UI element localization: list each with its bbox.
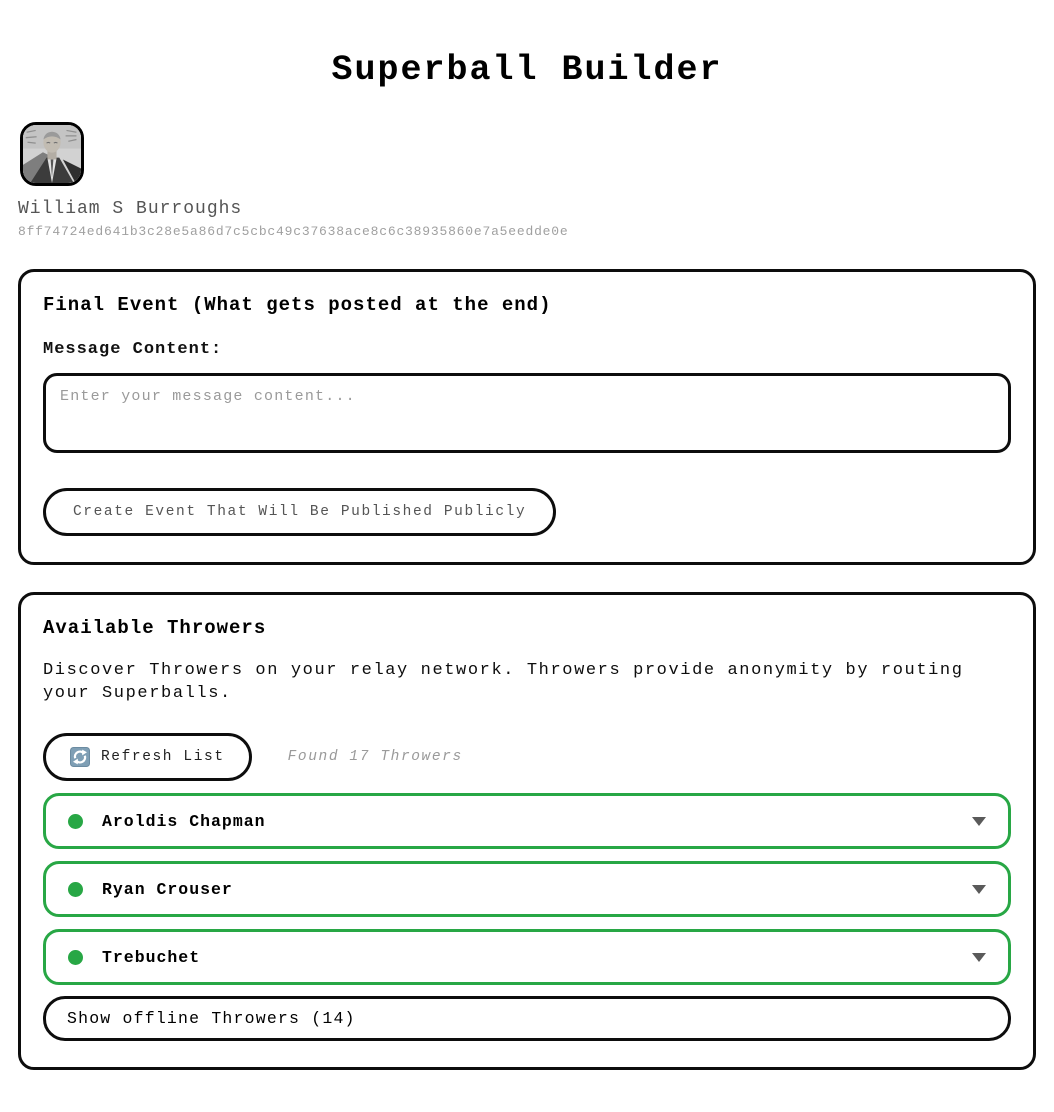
- profile-pubkey: 8ff74724ed641b3c28e5a86d7c5cbc49c37638ace8c6c38935860e7a5eedde0e: [18, 224, 569, 239]
- chevron-down-icon: [972, 817, 986, 826]
- avatar: [20, 122, 84, 186]
- thrower-row[interactable]: [43, 861, 1011, 917]
- online-status-dot-icon: [68, 882, 83, 897]
- found-throwers-text: Found 17 Throwers: [287, 749, 463, 765]
- refresh-list-label: Refresh List: [101, 749, 225, 765]
- profile-section: [18, 122, 1036, 239]
- chevron-down-icon: [972, 953, 986, 962]
- chevron-down-icon: [972, 885, 986, 894]
- online-status-dot-icon: [68, 814, 83, 829]
- available-throwers-heading: Available Throwers: [43, 617, 267, 639]
- thrower-name: Aroldis Chapman: [102, 811, 266, 831]
- available-throwers-card: [18, 592, 1036, 1070]
- refresh-arrows-icon: [70, 747, 90, 767]
- final-event-card: [18, 269, 1036, 565]
- create-event-button[interactable]: Create Event That Will Be Published Publicly: [43, 488, 556, 536]
- show-offline-throwers-button[interactable]: Show offline Throwers (14): [43, 996, 1011, 1041]
- online-status-dot-icon: [68, 950, 83, 965]
- refresh-list-button[interactable]: [43, 733, 252, 781]
- portrait-photo-icon: [23, 125, 81, 183]
- message-content-label: Message Content:: [43, 340, 223, 359]
- thrower-name: Trebuchet: [102, 947, 201, 967]
- thrower-name: Ryan Crouser: [102, 879, 233, 899]
- throwers-description: Discover Throwers on your relay network. Throwers provide anonymity by routing your Superballs.: [43, 661, 964, 703]
- final-event-heading: Final Event (What gets posted at the end): [43, 294, 552, 316]
- refresh-row: [43, 733, 1011, 781]
- thrower-row[interactable]: [43, 793, 1011, 849]
- message-content-input[interactable]: [43, 373, 1011, 453]
- profile-name: William S Burroughs: [18, 199, 243, 219]
- page-title: Superball Builder: [331, 50, 723, 90]
- thrower-row[interactable]: [43, 929, 1011, 985]
